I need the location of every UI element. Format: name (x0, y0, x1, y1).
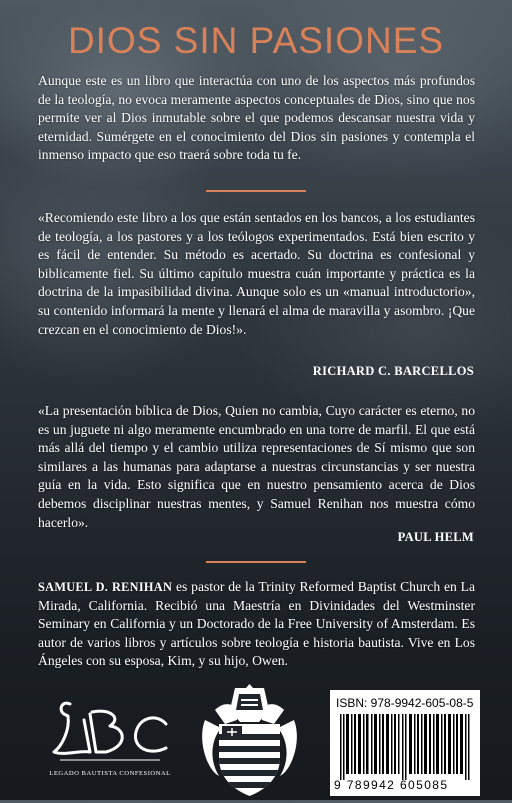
endorsement-author-2: PAUL HELM (397, 530, 474, 544)
book-title: DIOS SIN PASIONES (67, 20, 445, 61)
lbc-logo-icon (40, 690, 180, 770)
author-bio-text: es pastor de la Trinity Reformed Baptist Church en La Mirada, California. Recibió una Maestría en Divinidades del Westminster Seminary en California y un Doctorado de la Free University of Amsterdam. Es autor de varios libros y artículos sobre teología e historia bautista. Vive en Los Ángeles con su esposa, Kim, y su hijo, Owen. (38, 579, 475, 669)
barcode-digits: 9 789942 605085 (334, 778, 449, 792)
divider-bottom (206, 561, 306, 563)
author-name: SAMUEL D. RENIHAN (38, 580, 173, 594)
isbn-barcode-box (330, 690, 480, 796)
heraldic-crest-icon (197, 680, 302, 798)
barcode-icon (338, 714, 472, 780)
endorsement-author-1: RICHARD C. BARCELLOS (312, 364, 474, 378)
publisher-logo (40, 690, 180, 782)
heraldic-crest (197, 680, 302, 798)
publisher-name: LEGADO BAUTISTA CONFESIONAL (49, 770, 171, 777)
divider-top (206, 190, 306, 192)
intro-paragraph: Aunque este es un libro que interactúa con uno de los aspectos más profundos de la teología, no evoca meramente aspectos conceptuales de Dios, sino que nos permite ver al Dios inmutable sobre el que podemos descansar nuestra vida y eternidad. Sumérgete en el conocimiento del Dios sin pasiones y contempla el inmenso impacto que eso traerá sobre toda tu fe. (38, 73, 475, 163)
endorsement-quote-2: «La presentación bíblica de Dios, Quien no cambia, Cuyo carácter es eterno, no es un juguete ni algo meramente encumbrado en una torre de marfil. El que está más allá del tiempo y el cambio utiliza representaciones de Sí mismo que son similares a las humanas para adaptarse a nuestras circunstancias y ser nuestra guía en la vida. Esto significa que en nuestro pensamiento acerca de Dios debemos disciplinar nuestras mentes, y Samuel Renihan nos muestra cómo hacerlo». (38, 403, 475, 530)
author-bio (38, 578, 475, 671)
endorsement-quote-1: «Recomiendo este libro a los que están sentados en los bancos, a los estudiantes de teología, a los pastores y a los teólogos experimentados. Está bien escrito y es fácil de entender. Su método es acertado. Su doctrina es confesional y biblicamente fiel. Su último capítulo muestra cuán importante y práctica es la doctrina de la impasibilidad divina. Aunque solo es un «manual introductorio», su contenido informará la mente y llenará el alma de maravilla y asombro. ¡Que crezcan en el conocimiento de Dios!». (38, 210, 475, 337)
isbn-label: ISBN: 978-9942-605-08-5 (336, 696, 474, 710)
